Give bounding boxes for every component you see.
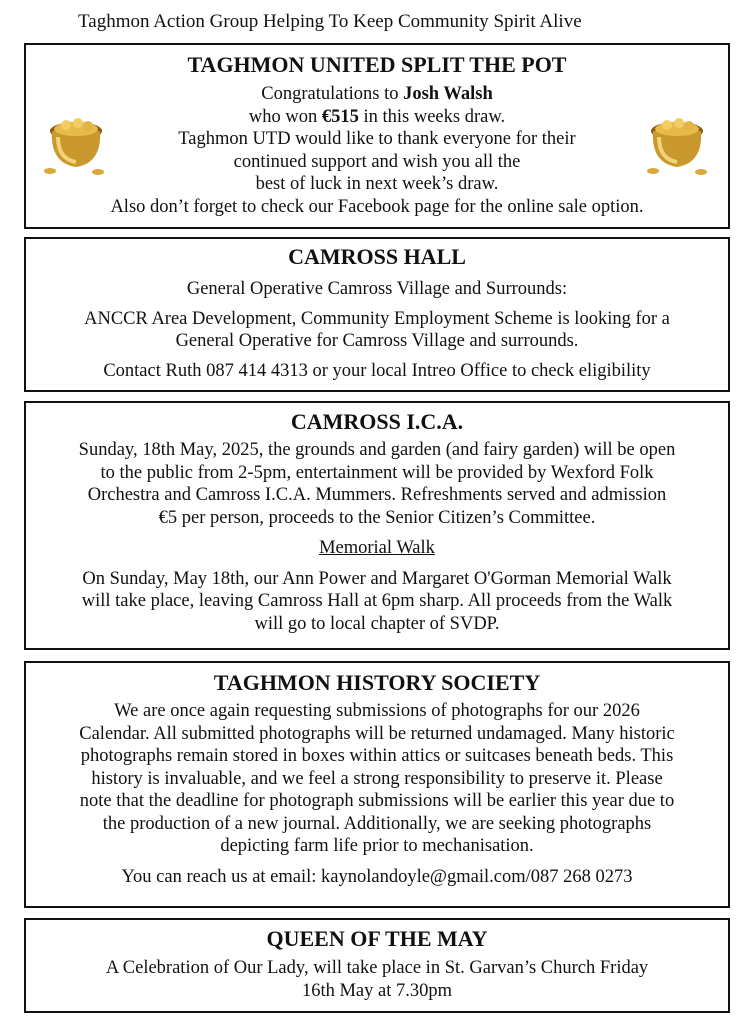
history-contact: You can reach us at email: kaynolandoyle@gmail.com/087 268 0273 — [121, 866, 633, 887]
hall-line-2: General Operative for Camross Village and surrounds. — [175, 331, 579, 351]
pot-notice — [24, 43, 730, 229]
history-line: We are once again requesting submissions of photographs for our 2026 — [114, 701, 640, 721]
queen-line-2: 16th May at 7.30pm — [301, 980, 453, 1001]
pot-line-3: Taghmon UTD would like to thank everyone for their — [178, 129, 576, 149]
ica-p2-line: will go to local chapter of SVDP. — [254, 613, 500, 634]
header-tagline: Taghmon Action Group Helping To Keep Community Spirit Alive — [78, 11, 582, 32]
pot-title: TAGHMON UNITED SPLIT THE POT — [187, 52, 567, 77]
pot-line-4: continued support and wish you all the — [233, 151, 521, 172]
queen-title: QUEEN OF THE MAY — [266, 926, 488, 951]
hall-line-1: ANCCR Area Development, Community Employment Scheme is looking for a — [84, 308, 670, 329]
ica-p1-line: Orchestra and Camross I.C.A. Mummers. Refreshments served and admission — [87, 485, 667, 505]
history-line: depicting farm life prior to mechanisation. — [220, 836, 534, 856]
ica-subheading: Memorial Walk — [319, 538, 435, 558]
gold-pot-icon-left — [40, 101, 112, 177]
history-line: note that the deadline for photograph submissions will be earlier this year due to — [79, 791, 675, 811]
ica-p1-line: Sunday, 18th May, 2025, the grounds and garden (and fairy garden) will be open — [78, 440, 676, 460]
pot-congrats: Congratulations to — [261, 84, 404, 104]
history-notice — [24, 661, 730, 908]
ica-p1-line: to the public from 2-5pm, entertainment will be provided by Wexford Folk — [100, 462, 654, 483]
pot-line-2 — [26, 106, 728, 129]
hall-notice — [24, 237, 730, 392]
ica-notice — [24, 401, 730, 650]
history-line: the production of a new journal. Additionally, we are seeking photographs — [102, 813, 652, 834]
ica-paragraph-2 — [26, 568, 728, 636]
ica-p2-line: On Sunday, May 18th, our Ann Power and Margaret O'Gorman Memorial Walk — [82, 568, 672, 589]
hall-subtitle: General Operative Camross Village and Surrounds: — [186, 279, 568, 299]
ica-title: CAMROSS I.C.A. — [290, 409, 464, 434]
pot-amount: €515 — [321, 106, 359, 127]
hall-contact: Contact Ruth 087 414 4313 or your local Intreo Office to check eligibility — [103, 360, 651, 381]
pot-line-5: best of luck in next week’s draw. — [255, 174, 499, 194]
history-line: history is invaluable, and we feel a strong responsibility to preserve it. Please — [91, 768, 663, 789]
queen-notice — [24, 918, 730, 1013]
gold-pot-icon-right — [641, 101, 713, 177]
pot-won: who won — [248, 106, 322, 127]
pot-winner: Josh Walsh — [403, 84, 493, 104]
history-line: photographs remain stored in boxes within attics or suitcases beneath beds. This — [80, 746, 674, 766]
pot-draw: in this weeks draw. — [358, 106, 506, 127]
history-title: TAGHMON HISTORY SOCIETY — [213, 670, 541, 695]
pot-line-1 — [26, 83, 728, 106]
ica-p2-line: will take place, leaving Camross Hall at 6pm sharp. All proceeds from the Walk — [81, 591, 673, 611]
history-paragraph — [26, 700, 728, 858]
history-line: Calendar. All submitted photographs will be returned undamaged. Many historic — [79, 723, 675, 744]
hall-title: CAMROSS HALL — [288, 244, 466, 269]
pot-line-6: Also don’t forget to check our Facebook page for the online sale option. — [110, 196, 644, 217]
ica-p1-line: €5 per person, proceeds to the Senior Citizen’s Committee. — [158, 507, 596, 528]
queen-line-1: A Celebration of Our Lady, will take place in St. Garvan’s Church Friday — [105, 958, 649, 978]
ica-paragraph-1 — [26, 439, 728, 529]
